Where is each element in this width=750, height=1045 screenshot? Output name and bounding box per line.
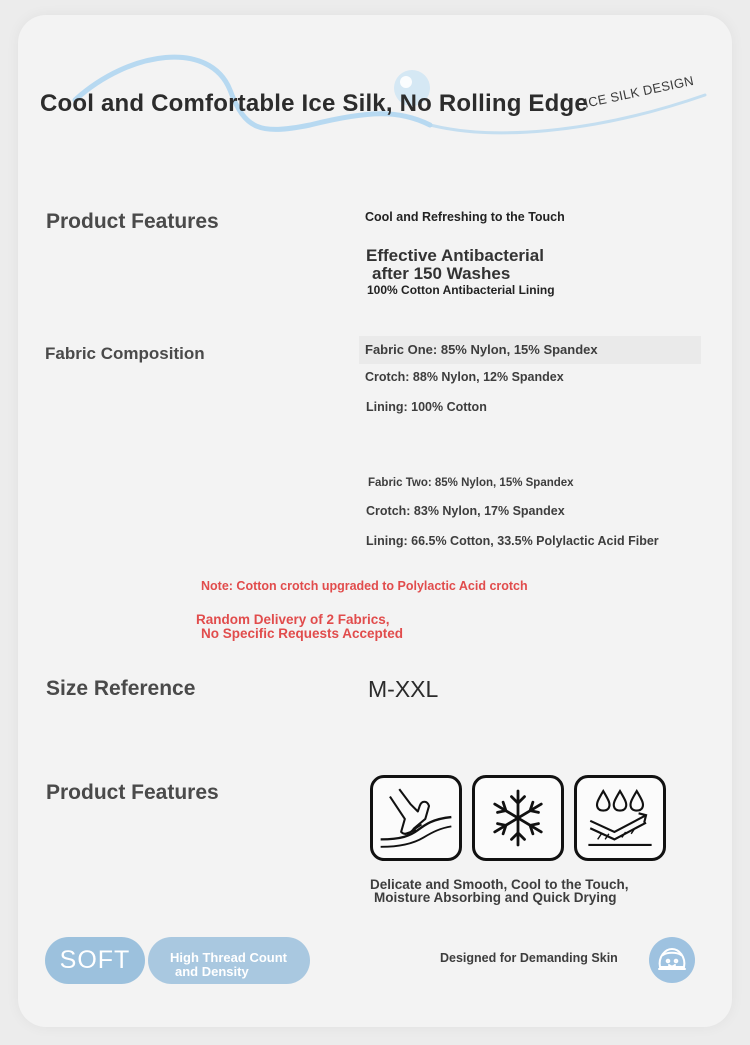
baby-face-icon [649,937,695,983]
fabric-one-lining: Lining: 100% Cotton [366,400,487,414]
feature-antibacterial: Effective Antibacterial [366,246,544,265]
fabric-composition-heading: Fabric Composition [45,344,205,363]
size-reference-heading: Size Reference [46,677,196,700]
fabric-two-main: Fabric Two: 85% Nylon, 15% Spandex [368,477,574,489]
content-card [18,15,732,1027]
water-drops-icon [574,775,666,861]
demanding-skin-label: Designed for Demanding Skin [440,951,618,965]
random-delivery-line2: No Specific Requests Accepted [201,626,404,641]
size-value: M-XXL [368,676,439,702]
thread-count-line2: and Density [175,964,249,979]
thread-count-line1: High Thread Count [170,950,287,965]
crotch-upgrade-note: Note: Cotton crotch upgraded to Polylactic Acid crotch [201,579,528,593]
page-title: Cool and Comfortable Ice Silk, No Rolling Edge [40,90,588,117]
fabric-one-crotch: Crotch: 88% Nylon, 12% Spandex [365,370,564,384]
snowflake-icon [472,775,564,861]
thread-count-badge [148,937,310,984]
feature-washes: after 150 Washes [372,264,511,283]
random-delivery-line1: Random Delivery of 2 Fabrics, [196,612,390,627]
feature-caption-line2: Moisture Absorbing and Quick Drying [374,890,617,905]
product-features-heading-2: Product Features [46,781,219,804]
feature-caption-line1: Delicate and Smooth, Cool to the Touch, [370,877,629,892]
brand-label: ICE SILK DESIGN [583,72,696,111]
fabric-two-lining: Lining: 66.5% Cotton, 33.5% Polylactic Acid Fiber [366,534,659,548]
smooth-touch-icon [370,775,462,861]
feature-cotton-lining: 100% Cotton Antibacterial Lining [367,283,555,297]
soft-badge: SOFT [45,937,145,984]
feature-cool-touch: Cool and Refreshing to the Touch [365,210,565,224]
fabric-two-crotch: Crotch: 83% Nylon, 17% Spandex [366,504,565,518]
fabric-one-main: Fabric One: 85% Nylon, 15% Spandex [359,336,701,364]
product-features-heading: Product Features [46,210,219,233]
